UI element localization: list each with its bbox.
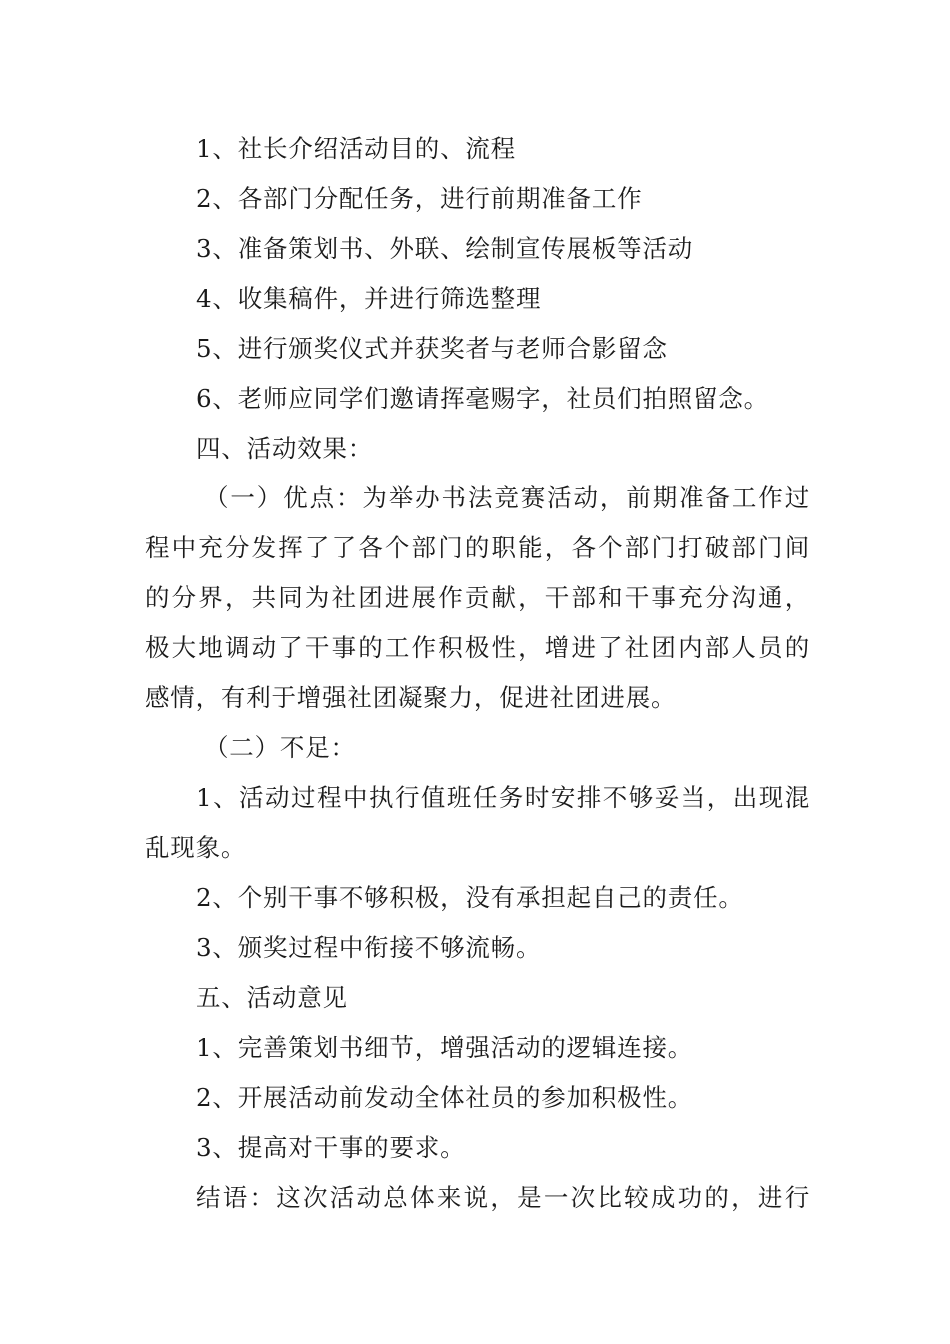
advantages-paragraph-line-5: 感情，有利于增强社团凝聚力，促进社团进展。 xyxy=(145,683,677,712)
conclusion-line-1: 结语：这次活动总体来说，是一次比较成功的，进行 xyxy=(196,1183,810,1212)
shortcoming-1-line-2: 乱现象。 xyxy=(145,833,247,862)
advantages-paragraph-line-3: 的分界，共同为社团进展作贡献，干部和干事充分沟通， xyxy=(145,583,810,612)
process-step-6: 6、老师应同学们邀请挥毫赐字，社员们拍照留念。 xyxy=(196,384,769,413)
suggestion-2: 2、开展活动前发动全体社员的参加积极性。 xyxy=(196,1083,694,1112)
suggestion-1: 1、完善策划书细节，增强活动的逻辑连接。 xyxy=(196,1033,694,1062)
advantages-paragraph-line-2: 程中充分发挥了了各个部门的职能，各个部门打破部门间 xyxy=(145,533,810,562)
process-step-5: 5、进行颁奖仪式并获奖者与老师合影留念 xyxy=(196,334,668,363)
advantages-paragraph-line-4: 极大地调动了干事的工作积极性，增进了社团内部人员的 xyxy=(145,633,810,662)
advantages-paragraph-line-1: （一）优点：为举办书法竞赛活动，前期准备工作过 xyxy=(204,483,810,512)
shortcoming-3: 3、颁奖过程中衔接不够流畅。 xyxy=(196,933,542,962)
section-heading-suggestions: 五、活动意见 xyxy=(196,983,348,1012)
subheading-shortcomings: （二）不足： xyxy=(204,733,356,762)
process-step-2: 2、各部门分配任务，进行前期准备工作 xyxy=(196,184,643,213)
process-step-3: 3、准备策划书、外联、绘制宣传展板等活动 xyxy=(196,234,694,263)
process-step-4: 4、收集稿件，并进行筛选整理 xyxy=(196,284,542,313)
shortcoming-1-line-1: 1、活动过程中执行值班任务时安排不够妥当，出现混 xyxy=(196,783,810,812)
process-step-1: 1、社长介绍活动目的、流程 xyxy=(196,134,516,163)
suggestion-3: 3、提高对干事的要求。 xyxy=(196,1133,466,1162)
section-heading-effects: 四、活动效果： xyxy=(196,434,374,463)
shortcoming-2: 2、个别干事不够积极，没有承担起自己的责任。 xyxy=(196,883,744,912)
